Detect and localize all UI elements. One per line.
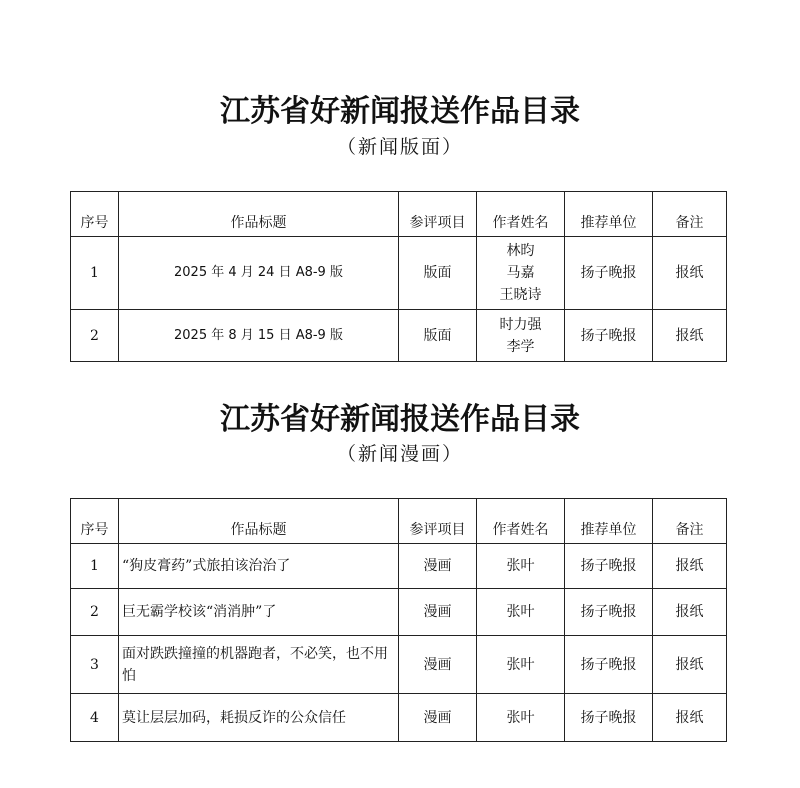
row-category: 漫画 xyxy=(399,544,477,589)
header-author: 作者姓名 xyxy=(477,499,565,544)
row-title: 莫让层层加码，耗损反诈的公众信任 xyxy=(119,694,399,742)
row-authors: 张叶 xyxy=(477,544,565,589)
section-1-subtitle: （新闻版面） xyxy=(336,136,463,158)
header-no: 序号 xyxy=(71,499,119,544)
row-authors: 张叶 xyxy=(477,694,565,742)
row-unit: 扬子晚报 xyxy=(565,237,653,310)
row-note: 报纸 xyxy=(653,694,727,742)
table-header-row xyxy=(71,499,727,544)
row-note: 报纸 xyxy=(653,310,727,362)
row-unit: 扬子晚报 xyxy=(565,544,653,589)
row-title: 面对跌跌撞撞的机器跑者，不必笑，也不用怕 xyxy=(119,636,399,694)
header-note: 备注 xyxy=(653,192,727,237)
row-no: 2 xyxy=(71,589,119,636)
row-category: 漫画 xyxy=(399,636,477,694)
row-category: 版面 xyxy=(399,310,477,362)
row-category: 漫画 xyxy=(399,589,477,636)
author-name: 林昀 xyxy=(506,243,535,259)
author-name: 李学 xyxy=(506,338,535,355)
author-name: 王晓诗 xyxy=(499,287,542,303)
row-no: 4 xyxy=(71,694,119,742)
row-unit: 扬子晚报 xyxy=(565,589,653,636)
row-authors xyxy=(477,237,565,310)
row-no: 1 xyxy=(71,544,119,589)
section-2-title: 江苏省好新闻报送作品目录 xyxy=(220,402,580,437)
table-row xyxy=(71,310,727,362)
header-no: 序号 xyxy=(71,192,119,237)
row-authors: 张叶 xyxy=(477,589,565,636)
header-unit: 推荐单位 xyxy=(565,499,653,544)
row-unit: 扬子晚报 xyxy=(565,636,653,694)
row-note: 报纸 xyxy=(653,544,727,589)
table-row xyxy=(71,694,727,742)
author-name: 时力强 xyxy=(499,316,542,333)
table-row xyxy=(71,237,727,310)
author-name: 马嘉 xyxy=(506,265,535,281)
header-title: 作品标题 xyxy=(119,499,399,544)
table-news-cartoon xyxy=(70,498,727,742)
row-title: 2025 年 8 月 15 日 A8-9 版 xyxy=(119,310,399,362)
row-note: 报纸 xyxy=(653,589,727,636)
header-category: 参评项目 xyxy=(399,192,477,237)
table-row xyxy=(71,544,727,589)
row-title: 2025 年 4 月 24 日 A8-9 版 xyxy=(119,237,399,310)
header-author: 作者姓名 xyxy=(477,192,565,237)
row-category: 漫画 xyxy=(399,694,477,742)
row-title: “狗皮膏药”式旅拍该治治了 xyxy=(119,544,399,589)
table-row xyxy=(71,636,727,694)
row-unit: 扬子晚报 xyxy=(565,694,653,742)
row-note: 报纸 xyxy=(653,636,727,694)
row-no: 2 xyxy=(71,310,119,362)
table-news-layout xyxy=(70,191,727,362)
row-unit: 扬子晚报 xyxy=(565,310,653,362)
row-note: 报纸 xyxy=(653,237,727,310)
section-2-subtitle: （新闻漫画） xyxy=(336,443,463,465)
row-no: 1 xyxy=(71,237,119,310)
row-authors: 张叶 xyxy=(477,636,565,694)
header-note: 备注 xyxy=(653,499,727,544)
header-unit: 推荐单位 xyxy=(565,192,653,237)
section-1-title: 江苏省好新闻报送作品目录 xyxy=(220,94,580,129)
row-no: 3 xyxy=(71,636,119,694)
row-category: 版面 xyxy=(399,237,477,310)
table-header-row xyxy=(71,192,727,237)
header-title: 作品标题 xyxy=(119,192,399,237)
row-authors xyxy=(477,310,565,362)
header-category: 参评项目 xyxy=(399,499,477,544)
table-row xyxy=(71,589,727,636)
row-title: 巨无霸学校该“消消肿”了 xyxy=(119,589,399,636)
